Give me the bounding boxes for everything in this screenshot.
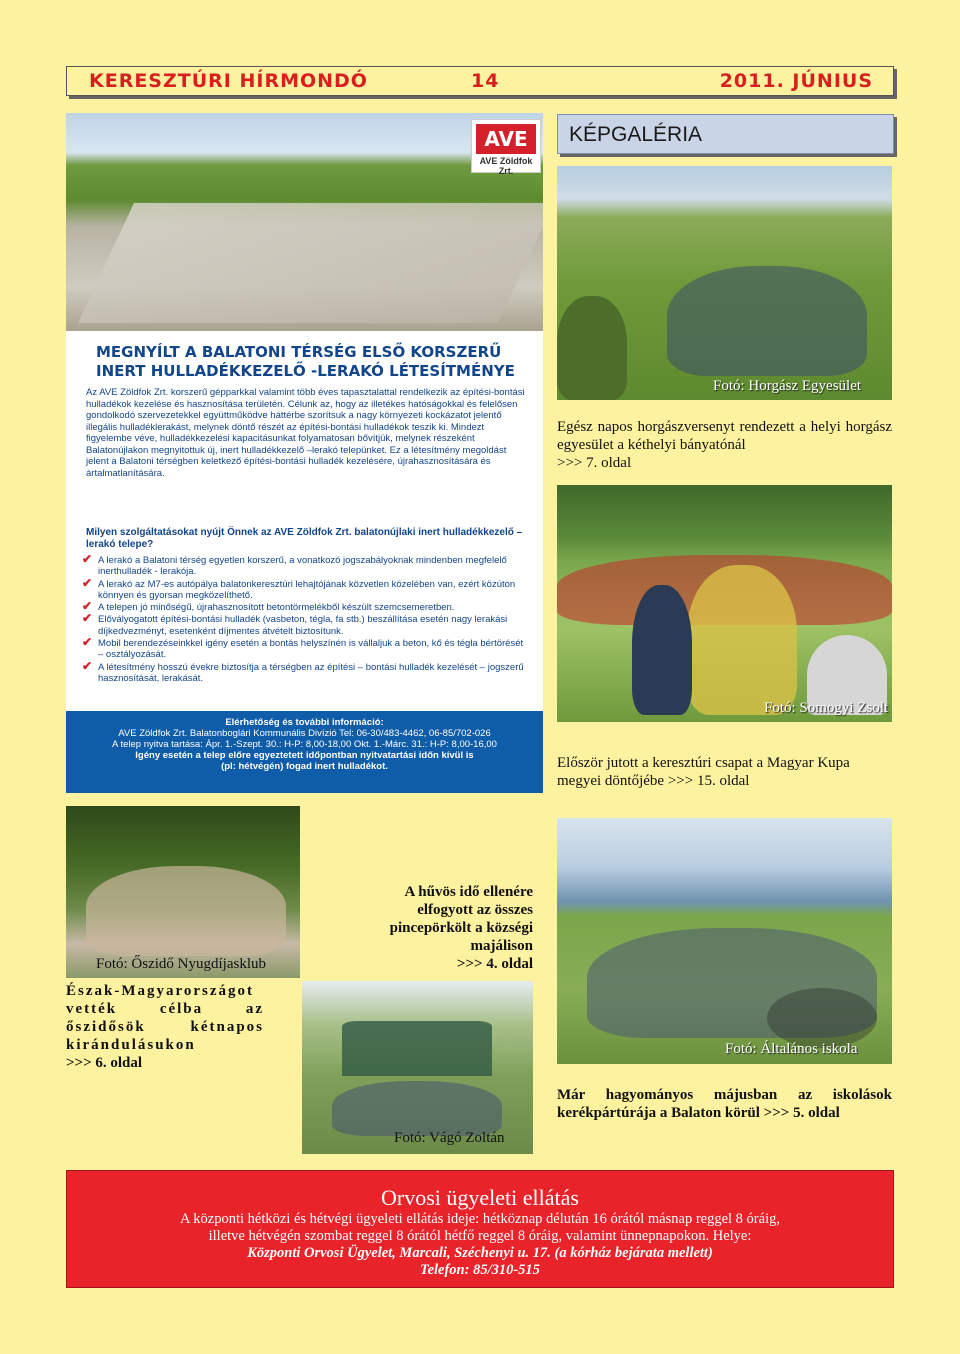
- photo-credit: Fotó: Horgász Egyesület: [713, 378, 862, 394]
- official-person: [687, 565, 797, 715]
- list-item: ✔ Elővályogatott építési-bontási hulladék (vasbeton, tégla, fa stb.) beszállítása esetén nagy lerakási díjkedvezményt, esetenként díjmentes átvételt biztosítunk.: [82, 611, 508, 637]
- page-reference: >>> 5. oldal: [763, 1105, 840, 1121]
- bike-tour-photo: [557, 818, 892, 1064]
- medical-duty-address: Központi Orvosi Ügyelet, Marcali, Széchenyi u. 17. (a kórház bejárata mellett): [247, 1245, 713, 1261]
- list-item: ✔ A létesítmény hosszú évekre biztosítja a térségben az építési – bontási hulladék kezelését – jogszerű hasznosítását, lerakását.: [82, 658, 524, 684]
- list-item: ✔ A lerakó a Balatoni térség egyetlen korszerű, a vonatkozó jogszabályoknak mindenben megfelelő inerthulladék - lerakója.: [82, 552, 507, 578]
- ad-headline-line-1: MEGNYÍLT A BALATONI TÉRSÉG ELSŐ KORSZERŰ: [96, 343, 502, 361]
- fishing-photo: [557, 166, 892, 400]
- bicycle: [767, 988, 877, 1048]
- ave-advertisement: [66, 113, 543, 793]
- check-icon: ✔: [82, 635, 93, 650]
- landfill-photo: [66, 113, 543, 331]
- contact-line: A telep nyitva tartása: Ápr. 1.-Szept. 30.: H-P: 8,00-18,00 Okt. 1.-Márc. 31.: H-P: 8,00-16,00: [112, 739, 497, 750]
- ad-headline: [96, 343, 516, 381]
- newspaper-title: KERESZTÚRI HÍRMONDÓ: [89, 70, 368, 92]
- ad-service-list: [80, 552, 530, 685]
- page-reference: >>> 7. oldal: [557, 455, 632, 471]
- ave-logo: [471, 119, 541, 176]
- ad-contact-info: [66, 711, 543, 793]
- medical-duty-line: illetve hétvégén szombat reggel 8 órától hétfő reggel 8 óráig, valamint ünnepnapokon. Helye:: [208, 1228, 752, 1244]
- page-reference: >>> 6. oldal: [66, 1055, 143, 1071]
- list-item: ✔ Mobil berendezéseinkkel igény esetén a bontás helyszínén is vállaljuk a beton, kő és tégla bértörését – osztályozását.: [82, 635, 524, 661]
- ad-question: Milyen szolgáltatásokat nyújt Önnek az AVE Zöldfok Zrt. balatonújlaki inert hulladékkezelő –lerakó telepe?: [86, 527, 523, 550]
- page-header: [66, 66, 894, 96]
- fishing-caption: Egész napos horgászversenyt rendezett a helyi horgász egyesület a kéthelyi bányatónál >>> 7. oldal: [557, 419, 892, 471]
- contact-line: (pl: hétvégén) fogad inert hulladékot.: [221, 761, 388, 772]
- list-item: ✔ A lerakó az M7-es autópálya balatonkeresztúri lehajtójának közvetlen közelében van, ezért közúton könnyen és gyorsan megközelíthető.: [82, 575, 516, 601]
- issue-date: 2011. JÚNIUS: [719, 70, 873, 92]
- medical-duty-box: [66, 1170, 894, 1288]
- contact-title: Elérhetőség és további információ:: [225, 717, 384, 728]
- photo-credit: Fotó: Vágó Zoltán: [394, 1130, 505, 1146]
- check-icon: ✔: [82, 575, 93, 590]
- bike-caption: Már hagyományos májusban az iskolások kerékpártúrája a Balaton körül >>> 5. oldal: [557, 1087, 892, 1121]
- football-caption: Először jutott a keresztúri csapat a Magyar Kupa megyei döntőjébe >>> 15. oldal: [557, 755, 850, 789]
- check-icon: ✔: [82, 658, 93, 673]
- group-of-people: [332, 1081, 502, 1136]
- landfill-pit: [78, 203, 543, 323]
- ave-logo-mark: AVE: [476, 124, 536, 154]
- ad-text-panel: [66, 331, 543, 711]
- gallery-title-text: KÉPGALÉRIA: [569, 123, 703, 146]
- football-photo: [557, 485, 892, 722]
- ad-headline-line-2: INERT HULLADÉKKEZELŐ -LERAKÓ LÉTESÍTMÉNYE: [96, 362, 515, 380]
- photo-credit: Fotó: Általános iskola: [725, 1041, 858, 1057]
- ad-intro-text: Az AVE Zöldfok Zrt. korszerű gépparkkal valamint több éves tapasztalattal rendelkezik az építési-bontási hulladékok kezelése és hasznosítása területén. Célunk az, hogy az illetékes hatóságokkal és felelősen gondolkodó szervezetekkel együttműködve háttérbe szorítsuk a nagy környezeti kockázatot jelentő illegális hulladéklerakást, melynek döntő részét az építési-bontási hulladékok teszik ki. Mindezt figyelembe véve, hulladékkezelési kapacitásunkat folyamatosan bővítjük, melynek részeként Balatonújlakon megnyitottuk új, inert hulladékkezelő –lerakó telepünket. Ez a létesítmény megoldást jelent a Balatoni térségben keletkező építési-bontási hulladék kezelésére, újrahasznosítására és ártalmatlanítására.: [86, 387, 525, 479]
- gallery-title: [557, 114, 894, 154]
- group-of-people: [667, 266, 867, 376]
- medical-duty-phone: Telefon: 85/310-515: [420, 1262, 540, 1278]
- check-icon: ✔: [82, 611, 93, 626]
- bush: [557, 296, 627, 400]
- medical-duty-line: A központi hétközi és hétvégi ügyeleti ellátás ideje: hétköznap délután 16 órától másnap reggel 8 óráig,: [180, 1211, 780, 1227]
- ave-logo-subtitle: AVE Zöldfok Zrt.: [479, 156, 533, 176]
- man-in-shirt: [632, 585, 692, 715]
- group-of-people: [86, 866, 286, 956]
- photo-credit: Fotó: Somogyi Zsolt: [764, 700, 889, 716]
- tent: [342, 1021, 492, 1076]
- contact-line: AVE Zöldfok Zrt. Balatonboglári Kommunális Divízió Tel: 06-30/483-4462, 06-85/702-026: [118, 728, 491, 739]
- seniors-caption: Észak-Magyarországot vették célba az őszidősök kétnapos kirándulásukon >>> 6. oldal: [66, 983, 264, 1071]
- page-number: 14: [471, 70, 500, 92]
- medical-duty-title: Orvosi ügyeleti ellátás: [381, 1185, 579, 1210]
- check-icon: ✔: [82, 599, 93, 614]
- photo-credit: Fotó: Őszidő Nyugdíjasklub: [96, 956, 267, 972]
- contact-line: Igény esetén a telep előre egyeztetett időpontban nyitvatartási időn kívül is: [135, 750, 474, 761]
- page-reference: >>> 4. oldal: [456, 956, 533, 972]
- check-icon: ✔: [82, 552, 93, 566]
- cooking-photo: [302, 981, 533, 1154]
- page-reference: >>> 15. oldal: [667, 773, 750, 789]
- list-item: ✔ A telepen jó minőségű, újrahasznosított betontörmelékből készült szemcsemeretben.: [82, 599, 455, 614]
- seniors-group-photo: [66, 806, 300, 978]
- majalis-caption: A hűvös idő ellenére elfogyott az összes pincepörkölt a községi majálison >>> 4. oldal: [389, 884, 533, 972]
